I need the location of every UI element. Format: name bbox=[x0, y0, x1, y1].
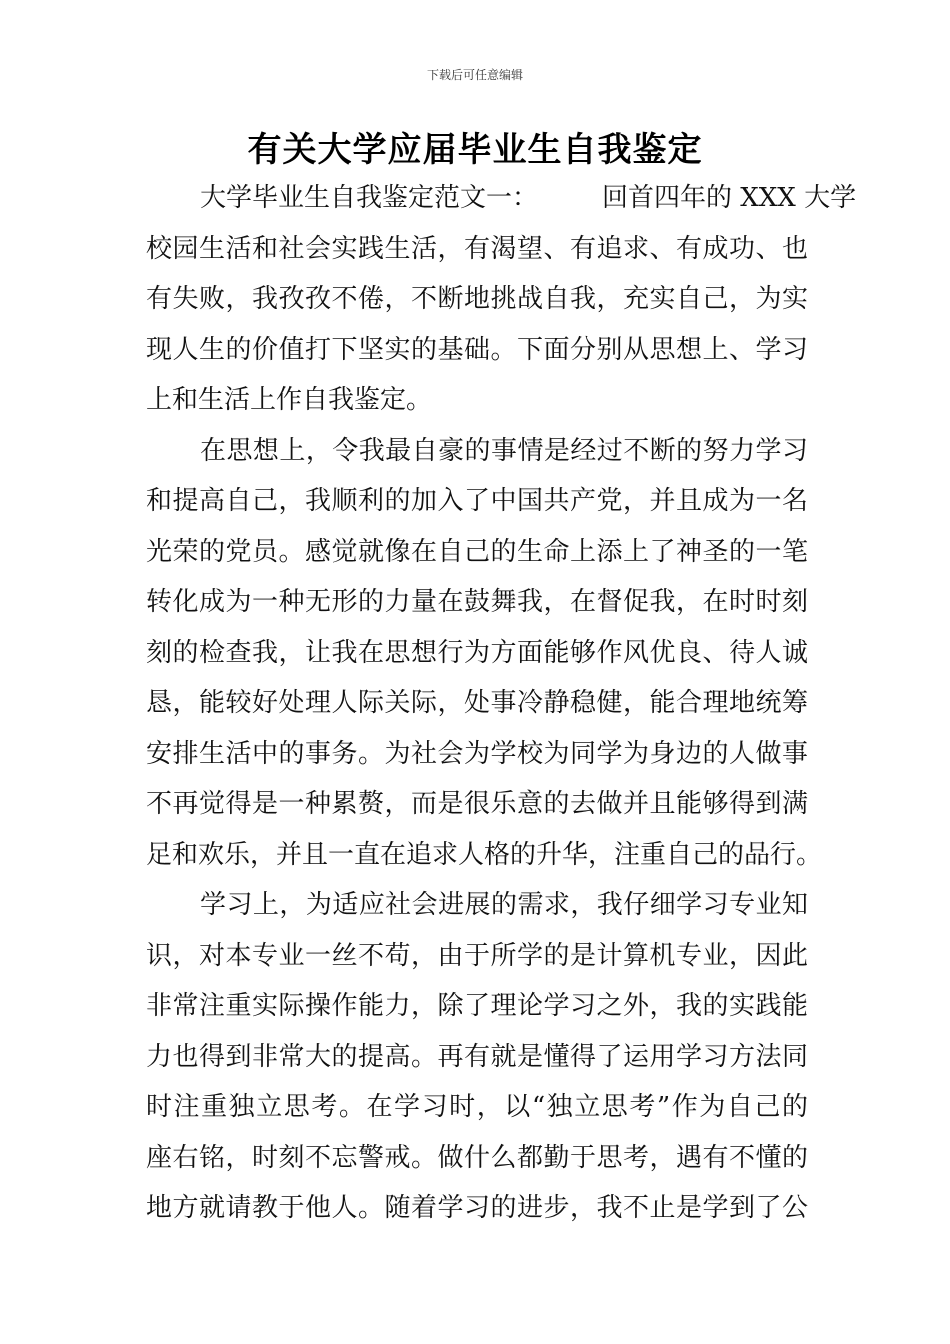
paragraph-1-line: 有失败，我孜孜不倦，不断地挑战自我，充实自己，为实 bbox=[146, 284, 808, 314]
paragraph-3-line: 识，对本专业一丝不苟，由于所学的是计算机专业，因此 bbox=[146, 940, 808, 971]
paragraph-2-line: 不再觉得是一种累赘，而是很乐意的去做并且能够得到满 bbox=[146, 789, 808, 819]
paragraph-2-line: 转化成为一种无形的力量在鼓舞我，在督促我，在时时刻 bbox=[146, 587, 808, 617]
paragraph-1-lead: 大学毕业生自我鉴定范文一： bbox=[200, 183, 539, 213]
paragraph-2-line: 刻的检查我，让我在思想行为方面能够作风优良、待人诚 bbox=[146, 637, 808, 668]
paragraph-2-line: 足和欢乐，并且一直在追求人格的升华，注重自己的品行。 bbox=[146, 839, 823, 870]
paragraph-3-line: 时注重独立思考。在学习时，以“独立思考”作为自己的 bbox=[146, 1092, 808, 1122]
paragraph-1-line: 上和生活上作自我鉴定。 bbox=[146, 385, 433, 415]
paragraph-3-line: 学习上，为适应社会进展的需求，我仔细学习专业知 bbox=[200, 890, 808, 920]
paragraph-1-line-1-tail: 回首四年的 XXX 大学 bbox=[602, 183, 857, 213]
document-body bbox=[146, 173, 857, 1234]
paragraph-3-line: 座右铭，时刻不忘警戒。做什么都勤于思考，遇有不懂的 bbox=[146, 1142, 808, 1173]
paragraph-2-line: 恳，能较好处理人际关际，处事冷静稳健，能合理地统筹 bbox=[146, 688, 808, 718]
paragraph-2-line: 安排生活中的事务。为社会为学校为同学为身边的人做事 bbox=[146, 738, 808, 769]
paragraph-2-line: 在思想上，令我最自豪的事情是经过不断的努力学习 bbox=[200, 435, 808, 466]
paragraph-3-line: 力也得到非常大的提高。再有就是懂得了运用学习方法同 bbox=[146, 1041, 808, 1072]
paragraph-2-line: 光荣的党员。感觉就像在自己的生命上添上了神圣的一笔 bbox=[146, 536, 808, 567]
paragraph-1-line-1 bbox=[146, 173, 857, 224]
paragraph-3-line: 非常注重实际操作能力，除了理论学习之外，我的实践能 bbox=[146, 991, 808, 1021]
paragraph-3-line: 地方就请教于他人。随着学习的进步，我不止是学到了公 bbox=[146, 1193, 808, 1223]
header-note: 下载后可任意编辑 bbox=[426, 68, 523, 82]
paragraph-2-line: 和提高自己，我顺利的加入了中国共产党，并且成为一名 bbox=[146, 486, 808, 516]
paragraph-1-line: 校园生活和社会实践生活，有渴望、有追求、有成功、也 bbox=[146, 233, 808, 264]
document-title: 有关大学应届毕业生自我鉴定 bbox=[247, 130, 703, 170]
paragraph-1-line: 现人生的价值打下坚实的基础。下面分别从思想上、学习 bbox=[146, 334, 808, 365]
